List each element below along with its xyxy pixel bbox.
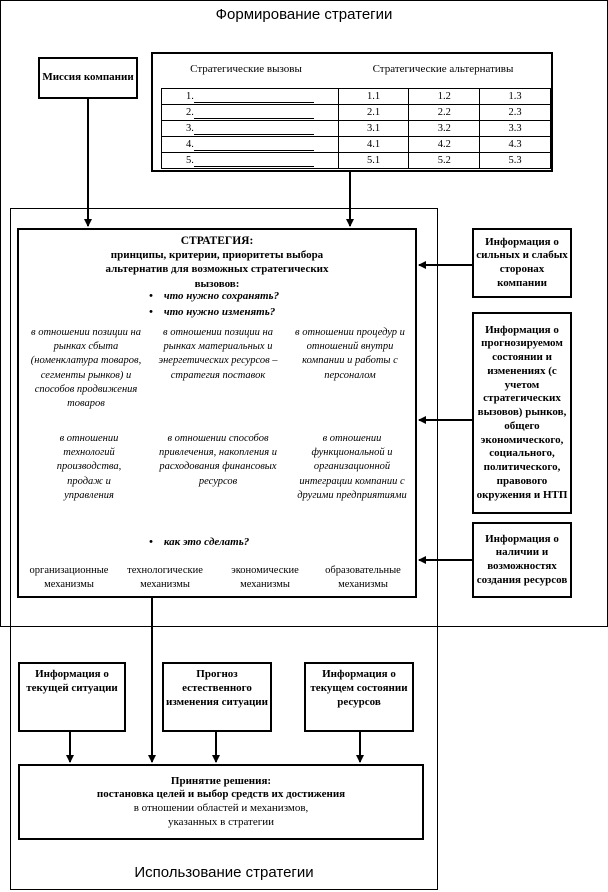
question-keep: • что нужно сохранять? [149,290,280,302]
info-resources-label: Информация о наличии и возможностях создания ресурсов [476,532,568,586]
area-internal-procedures: в отношении процедур и отношений внутри компании и работы с персоналом [295,327,405,381]
area-supply-markets: в отношении позиции на рынках материальных и энергетических ресурсов – стратегия поставок [158,327,278,381]
strategy-subheading: принципы, критерии, приоритеты выбора альтернатив для возможных стратегических вызовов: [105,249,329,290]
alternative-cell: 4.1 [338,137,409,153]
challenge-number: 4. [185,138,194,150]
info-strengths-label: Информация о сильных и слабых сторонах компании [476,235,568,289]
alternative-cell: 3.1 [338,121,409,137]
challenges-header: Стратегические вызовы [190,63,302,75]
decision-title: Принятие решения: [170,774,272,787]
decision-line1: постановка целей и выбор средств их достижения [96,788,346,801]
question-change: • что нужно изменять? [149,306,276,318]
formation-title: Формирование стратегии [215,6,393,23]
area-sales-markets: в отношении позиции на рынках сбыта (номенклатура товаров, сегменты рынков) и способов продвижения товаров [30,327,142,409]
info-current-resources-label: Информация о текущем состоянии ресурсов [310,668,408,708]
alternative-cell: 2.2 [409,105,480,121]
alternative-cell: 5.2 [409,153,480,169]
mechanism-organizational: организационные механизмы [29,565,109,590]
mechanism-economic: экономические механизмы [231,565,299,590]
alternative-cell: 2.1 [338,105,409,121]
alternative-cell: 4.2 [409,137,480,153]
alternative-cell: 2.3 [480,105,551,121]
challenge-number: 3. [185,122,194,134]
alternative-cell: 5.1 [338,153,409,169]
challenge-number: 5. [185,154,194,166]
alternative-cell: 1.2 [409,89,480,105]
question-how: • как это сделать? [149,536,250,548]
decision-line2: в отношении областей и механизмов, [133,802,309,814]
alternative-cell: 5.3 [480,153,551,169]
info-current-situation-label: Информация о текущей ситуации [26,668,118,694]
mission-label: Миссия компании [42,71,134,84]
alternative-cell: 3.2 [409,121,480,137]
challenge-number: 1. [185,90,194,102]
area-technologies: в отношении технологий производства, продаж и управления [56,433,122,501]
mechanism-educational: образовательные механизмы [325,565,401,590]
info-forecast-label: Информация о прогнозируемом состоянии и изменениях (с учетом стратегических вызовов) рынков, общего экономического, социального, политического, правового окружения и НТП [476,323,568,501]
alternative-cell: 3.3 [480,121,551,137]
alternatives-header: Стратегические альтернативы [372,63,514,75]
area-finance: в отношении способов привлечения, накопления и расходования финансовых ресурсов [158,433,278,487]
strategy-heading: СТРАТЕГИЯ: [180,235,254,247]
mechanism-technological: технологические механизмы [127,565,203,590]
challenge-number: 2. [185,106,194,118]
usage-title: Использование стратегии [134,864,314,881]
alternative-cell: 1.1 [338,89,409,105]
area-integration: в отношении функциональной и организационной интеграции компании с другими предприятиями [297,433,407,501]
alternative-cell: 4.3 [480,137,551,153]
alternative-cell: 1.3 [480,89,551,105]
decision-line3: указанных в стратегии [167,815,275,828]
forecast-natural-change-label: Прогноз естественного изменения ситуации [166,668,268,708]
